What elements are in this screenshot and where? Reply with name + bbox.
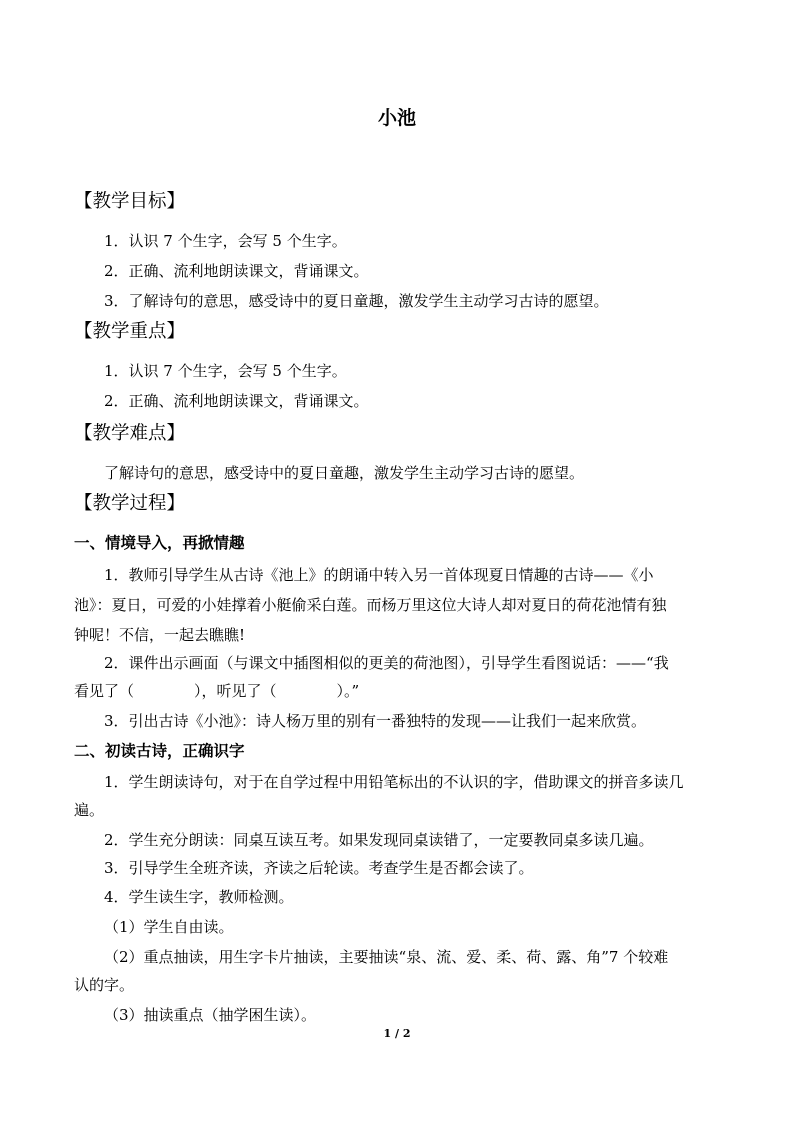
key-points-heading: 【教学重点】 <box>74 321 186 342</box>
difficulties-text: 了解诗句的意思，感受诗中的夏日童趣，激发学生主动学习古诗的愿望。 <box>104 464 585 482</box>
part2-paragraph-1-line-2: 遍。 <box>74 801 105 819</box>
part1-paragraph-3: 3．引出古诗《小池》：诗人杨万里的别有一番独特的发现——让我们一起来欣赏。 <box>104 712 647 730</box>
part2-sub-item-3: （3）抽读重点（抽学困生读）。 <box>104 1006 317 1024</box>
key-point-item-2: 2．正确、流利地朗读课文，背诵课文。 <box>104 392 369 410</box>
objective-item-3: 3．了解诗句的意思，感受诗中的夏日童趣，激发学生主动学习古诗的愿望。 <box>104 292 609 310</box>
part2-sub-item-2-line-1: （2）重点抽读，用生字卡片抽读，主要抽读“泉、流、爱、柔、荷、露、角”7 个较难 <box>104 948 669 966</box>
part2-sub-item-1: （1）学生自由读。 <box>104 918 234 936</box>
part2-paragraph-3: 3．引导学生全班齐读，齐读之后轮读。考查学生是否都会读了。 <box>104 859 534 877</box>
part1-paragraph-2-line-1: 2．课件出示画面（与课文中插图相似的更美的荷池图），引导学生看图说话：——“我 <box>104 654 669 672</box>
objective-item-1: 1．认识 7 个生字，会写 5 个生字。 <box>104 232 347 250</box>
page-title: 小池 <box>377 107 416 129</box>
part1-paragraph-1-line-1: 1．教师引导学生从古诗《池上》的朗诵中转入另一首体现夏日情趣的古诗——《小 <box>104 566 654 584</box>
process-part1-heading: 一、情境导入，再掀情趣 <box>74 534 245 552</box>
part2-paragraph-2: 2．学生充分朗读：同桌互读互考。如果发现同桌读错了，一定要教同桌多读几遍。 <box>104 831 654 849</box>
part1-paragraph-1-line-3: 钟呢！不信，一起去瞧瞧! <box>74 626 246 644</box>
objectives-heading: 【教学目标】 <box>74 191 186 212</box>
key-point-item-1: 1．认识 7 个生字，会写 5 个生字。 <box>104 362 347 380</box>
part2-paragraph-1-line-1: 1．学生朗读诗句，对于在自学过程中用铅笔标出的不认识的字，借助课文的拼音多读几 <box>104 773 684 791</box>
part2-sub-item-2-line-2: 认的字。 <box>74 976 135 994</box>
process-heading: 【教学过程】 <box>74 493 186 514</box>
objective-item-2: 2．正确、流利地朗读课文，背诵课文。 <box>104 262 369 280</box>
page-number: 1 / 2 <box>383 1027 411 1040</box>
process-part2-heading: 二、初读古诗，正确识字 <box>74 742 245 760</box>
part1-paragraph-1-line-2: 池》：夏日，可爱的小娃撑着小艇偷采白莲。而杨万里这位大诗人却对夏日的荷花池情有独 <box>74 596 667 614</box>
part2-paragraph-4: 4．学生读生字，教师检测。 <box>104 888 294 906</box>
part1-paragraph-2-line-2: 看见了（ ），听见了（ ）。” <box>74 682 360 700</box>
difficulties-heading: 【教学难点】 <box>74 423 186 444</box>
